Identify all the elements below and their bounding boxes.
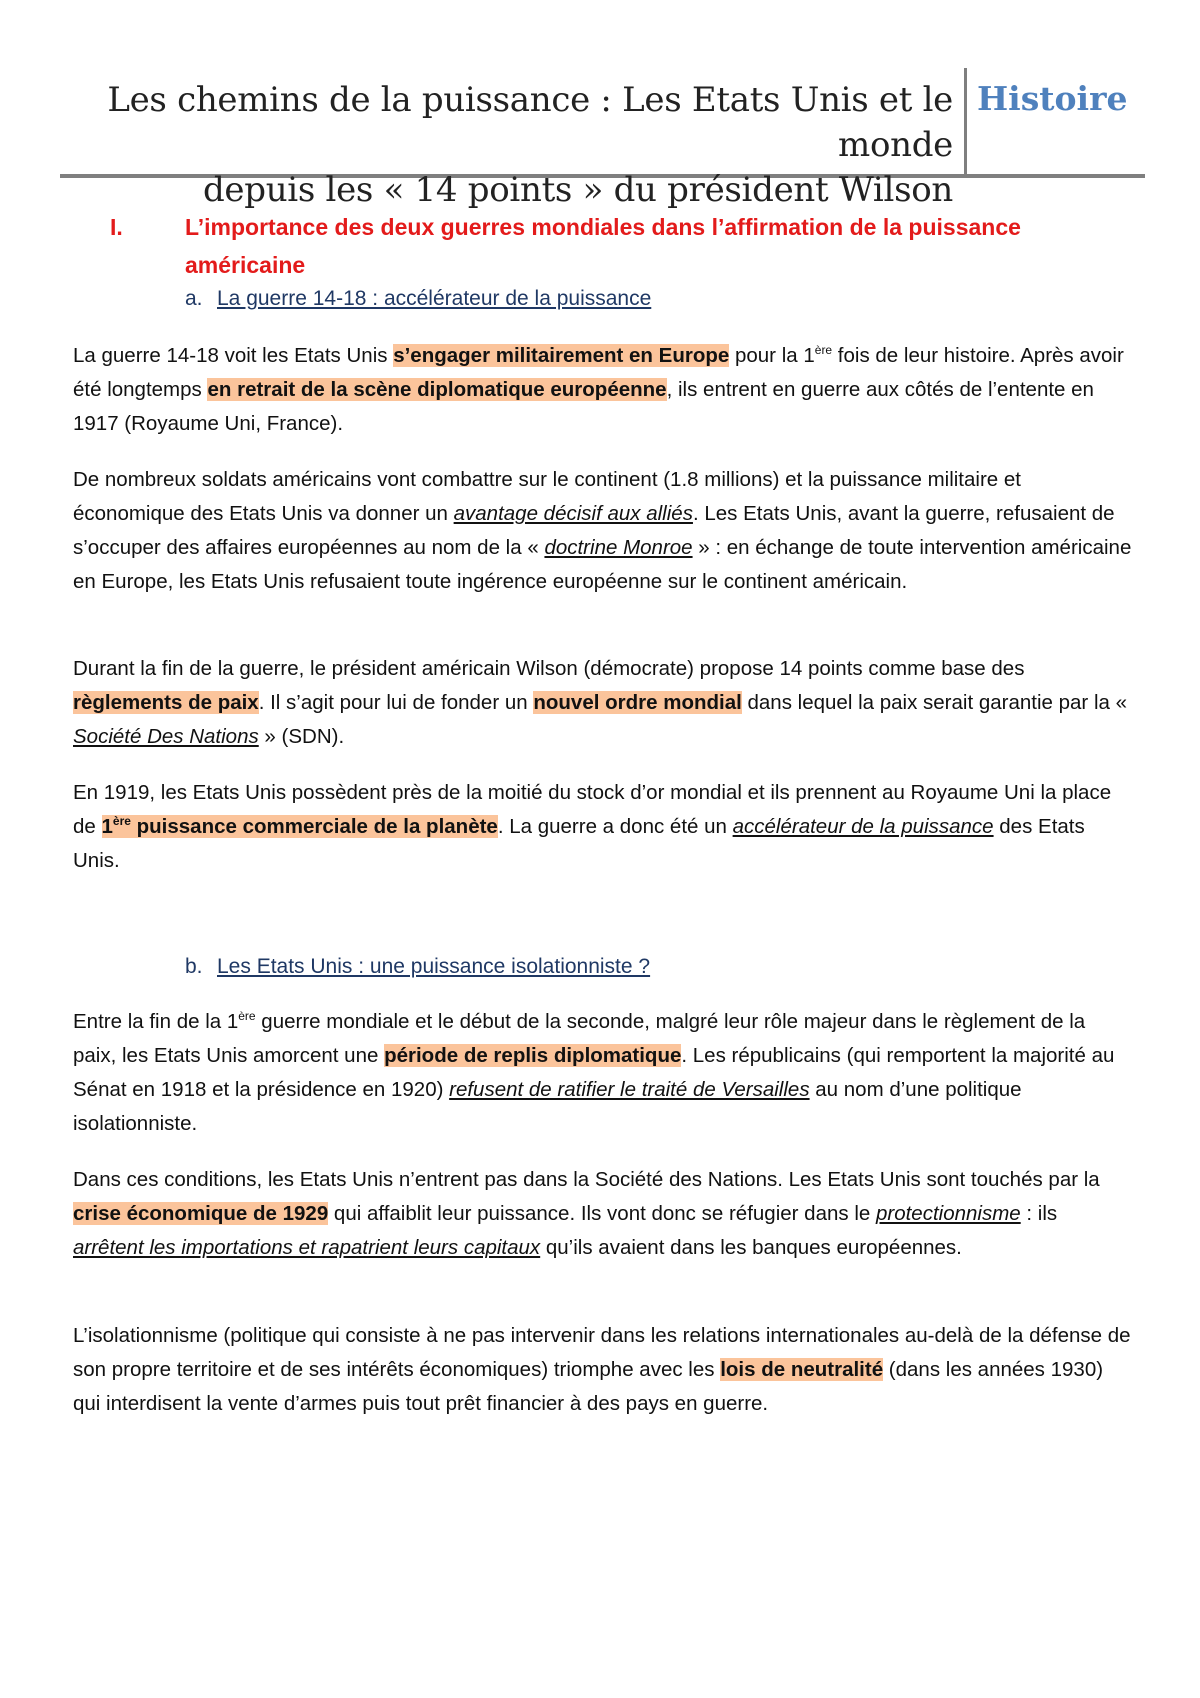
- superscript: ère: [814, 343, 833, 358]
- highlight: en retrait de la scène diplomatique européenne: [207, 378, 667, 401]
- text-run: au nom d’une politique isolationniste.: [73, 1078, 1022, 1135]
- text-run: qui affaiblit leur puissance. Ils vont donc se réfugier dans le: [328, 1202, 876, 1225]
- subheading-title: Les Etats Unis : une puissance isolationniste ?: [217, 955, 651, 978]
- paragraph-6: [73, 1163, 1133, 1265]
- text-run: . Les républicains (qui remportent la majorité au Sénat en 1918 et la présidence en 1920): [73, 1044, 1115, 1101]
- paragraph-1: [73, 339, 1133, 441]
- section-title: L’importance des deux guerres mondiales dans l’affirmation de la puissance américaine: [185, 214, 1021, 278]
- subject-label: Histoire: [977, 79, 1128, 118]
- paragraph-3: [73, 652, 1133, 754]
- superscript: ère: [112, 814, 131, 829]
- highlight: [102, 815, 498, 838]
- text-run: qu’ils avaient dans les banques européennes.: [540, 1236, 962, 1259]
- underlined-term: doctrine Monroe: [544, 536, 693, 559]
- text-run: Entre la fin de la 1: [73, 1010, 239, 1033]
- title-line-1: Les chemins de la puissance : Les Etats Unis et le monde: [107, 80, 953, 165]
- underlined-term: refusent de ratifier le traité de Versailles: [449, 1078, 810, 1101]
- text-run: , ils entrent en guerre aux côtés de l’entente en 1917 (Royaume Uni, France).: [73, 378, 1094, 435]
- document-header: [60, 68, 1145, 210]
- underlined-term: accélérateur de la puissance: [732, 815, 994, 838]
- text-run: guerre mondiale et le début de la seconde, malgré leur rôle majeur dans le règlement de la paix, les Etats Unis amorcent une: [73, 1010, 1086, 1067]
- subheading-title: La guerre 14-18 : accélérateur de la puissance: [217, 287, 652, 310]
- highlight: règlements de paix: [73, 691, 259, 714]
- highlight-part: 1: [101, 815, 113, 838]
- text-run: Dans ces conditions, les Etats Unis n’entrent pas dans la Société des Nations. Les Etats Unis sont touchés par la: [73, 1168, 1100, 1191]
- subheading-letter: a.: [185, 287, 203, 310]
- paragraph-2: [73, 463, 1133, 599]
- text-run: » (SDN).: [258, 725, 345, 748]
- paragraph-7: [73, 1319, 1133, 1421]
- paragraph-5: [73, 1005, 1133, 1141]
- text-run: » : en échange de toute intervention américaine en Europe, les Etats Unis refusaient toute ingérence européenne sur le continent américain.: [73, 536, 1132, 593]
- underlined-term: protectionnisme: [875, 1202, 1021, 1225]
- text-run: La guerre 14-18 voit les Etats Unis: [73, 344, 394, 367]
- highlight: période de replis diplomatique: [384, 1044, 682, 1067]
- title-line-2: depuis les « 14 points » du président Wilson: [202, 170, 953, 210]
- text-run: pour la 1: [729, 344, 815, 367]
- text-run: (dans les années 1930) qui interdisent la vente d’armes puis tout prêt financier à des pays en guerre.: [73, 1358, 1104, 1415]
- underlined-term: Société Des Nations: [73, 725, 259, 748]
- paragraph-4: [73, 776, 1133, 878]
- text-run: . Les Etats Unis, avant la guerre, refusaient de s’occuper des affaires européennes au nom de la «: [73, 502, 1115, 559]
- text-run: En 1919, les Etats Unis possèdent près de la moitié du stock d’or mondial et ils prennent au Royaume Uni la place de: [73, 781, 1112, 838]
- highlight: crise économique de 1929: [73, 1202, 329, 1225]
- text-run: De nombreux soldats américains vont combattre sur le continent (1.8 millions) et la puissance militaire et économique des Etats Unis va donner un: [73, 468, 1021, 525]
- subheading-a: [185, 287, 651, 311]
- highlight: s’engager militairement en Europe: [393, 344, 730, 367]
- highlight-part: puissance commerciale de la planète: [130, 815, 498, 838]
- subheading-letter: b.: [185, 955, 203, 978]
- text-run: dans lequel la paix serait garantie par la «: [741, 691, 1127, 714]
- text-run: . Il s’agit pour lui de fonder un: [258, 691, 534, 714]
- superscript: ère: [238, 1009, 256, 1024]
- document-title: [60, 78, 953, 213]
- text-run: . La guerre a donc été un: [497, 815, 733, 838]
- highlight: nouvel ordre mondial: [533, 691, 742, 714]
- highlight: lois de neutralité: [720, 1358, 884, 1381]
- underlined-term: avantage décisif aux alliés: [453, 502, 693, 525]
- section-number: I.: [110, 214, 123, 240]
- text-run: L’isolationnisme (politique qui consiste à ne pas intervenir dans les relations internationales au-delà de la défense de son propre territoire et de ses intérêts économiques) triomphe avec les: [73, 1324, 1131, 1381]
- text-run: fois de leur histoire. Après avoir été longtemps: [73, 344, 1124, 401]
- text-run: des Etats Unis.: [73, 815, 1085, 872]
- underlined-term: arrêtent les importations et rapatrient leurs capitaux: [73, 1236, 541, 1259]
- text-run: Durant la fin de la guerre, le président américain Wilson (démocrate) propose 14 points comme base des: [73, 657, 1025, 680]
- subheading-b: [185, 955, 650, 979]
- header-divider: [964, 68, 967, 174]
- text-run: : ils: [1020, 1202, 1058, 1225]
